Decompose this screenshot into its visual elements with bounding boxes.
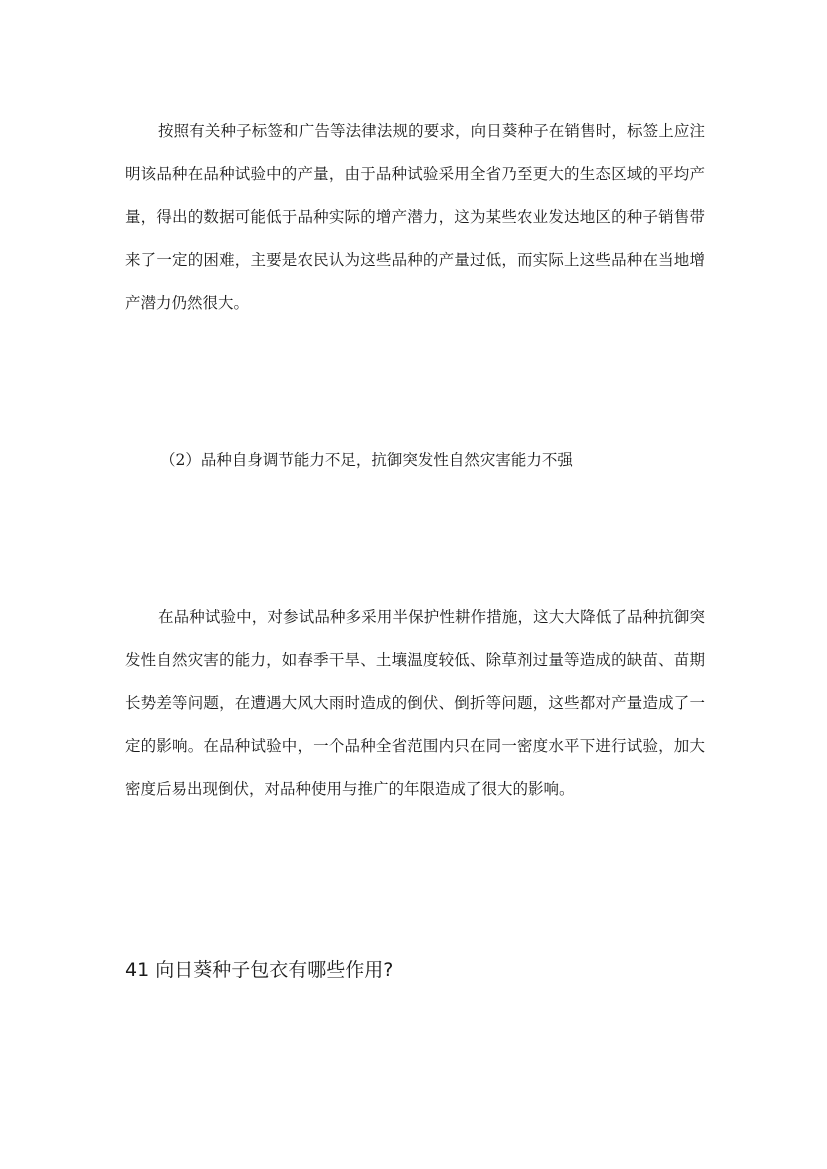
body-paragraph-variety-trials: 在品种试验中，对参试品种多采用半保护性耕作措施，这大大降低了品种抗御突发性自然灾害的能力，如春季干旱、土壤温度较低、除草剂过量等造成的缺苗、苗期长势差等问题，在遭遇大风大雨时造成的倒伏、倒折等问题，这些都对产量造成了一定的影响。在品种试验中，一个品种全省范围内只在同一密度水平下进行试验，加大密度后易出现倒伏，对品种使用与推广的年限造成了很大的影响。 [125, 608, 705, 798]
section-heading-seed-coating: 41 向日葵种子包衣有哪些作用? [125, 959, 394, 981]
body-paragraph-seed-labeling: 按照有关种子标签和广告等法律法规的要求，向日葵种子在销售时，标签上应注明该品种在品种试验中的产量，由于品种试验采用全省乃至更大的生态区域的平均产量，得出的数据可能低于品种实际的增产潜力，这为某些农业发达地区的种子销售带来了一定的困难，主要是农民认为这些品种的产量过低，而实际上这些品种在当地增产潜力仍然很大。 [125, 122, 705, 312]
subheading-variety-adaptability: （2）品种自身调节能力不足，抗御突发性自然灾害能力不强 [160, 451, 573, 469]
